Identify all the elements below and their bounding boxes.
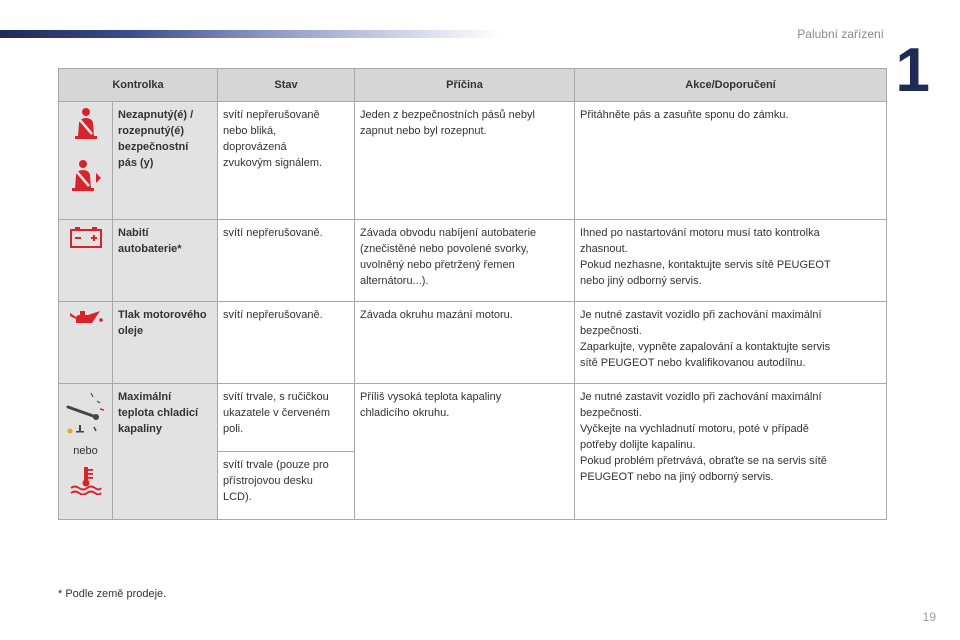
action-text: Ihned po nastartování motoru musí tato kontrolka zhasnout. Pokud nezhasne, kontaktujte servis sítě PEUGEOT nebo jiný odborný servis. <box>575 220 887 302</box>
action-text: Je nutné zastavit vozidlo při zachování maximální bezpečnosti. Zaparkujte, vypněte zapalování a kontaktujte servis sítě PEUGEOT nebo kvalifikovanou autodílnu. <box>575 302 887 384</box>
coolant-temperature-icon <box>69 465 103 495</box>
table-row <box>59 302 887 384</box>
warning-light-name: Maximální teplota chladicí kapaliny <box>113 384 218 520</box>
cause-text: Příliš vysoká teplota kapaliny chladicího okruhu. <box>355 384 575 520</box>
column-header-akce: Akce/Doporučení <box>575 69 887 102</box>
warning-light-name: Nabití autobaterie* <box>113 220 218 302</box>
state-text: svítí nepřerušovaně nebo bliká, doprovázená zvukovým signálem. <box>218 102 355 220</box>
table-row <box>59 384 887 452</box>
warning-light-name: Nezapnutý(é) / rozepnutý(é) bezpečnostní pás (y) <box>113 102 218 220</box>
page-number: 19 <box>922 610 936 624</box>
cause-text: Závada obvodu nabíjení autobaterie (znečistěné nebo povolené svorky, uvolněný nebo přetržený řemen alternátoru...). <box>355 220 575 302</box>
state-text: svítí trvale, s ručičkou ukazatele v červeném poli. <box>218 384 355 452</box>
column-header-kontrolka: Kontrolka <box>59 69 218 102</box>
section-title: Palubní zařízení <box>797 27 884 41</box>
icon-cell <box>59 384 113 520</box>
warning-lights-table <box>58 68 887 520</box>
action-text: Přitáhněte pás a zasuňte sponu do zámku. <box>575 102 887 220</box>
cause-text: Závada okruhu mazání motoru. <box>355 302 575 384</box>
cause-text: Jeden z bezpečnostních pásů nebyl zapnut nebo byl rozepnut. <box>355 102 575 220</box>
icon-cell <box>59 220 113 302</box>
state-text: svítí nepřerušovaně. <box>218 220 355 302</box>
icon-cell <box>59 102 113 220</box>
header-gradient-bar <box>0 30 500 38</box>
state-text-alt: svítí trvale (pouze pro přístrojovou desku LCD). <box>218 452 355 520</box>
action-text: Je nutné zastavit vozidlo při zachování maximální bezpečnosti. Vyčkejte na vychladnutí motoru, poté v případě potřeby dolijte kapalinu. Pokud problém přetrvává, obraťte se na servis sítě PEUGEOT nebo na jiný odborný servis. <box>575 384 887 520</box>
table-row <box>59 102 887 220</box>
icon-cell <box>59 302 113 384</box>
icon-separator-text: nebo <box>73 445 98 457</box>
temperature-gauge-icon <box>64 389 108 437</box>
warning-light-name: Tlak motorového oleje <box>113 302 218 384</box>
column-header-pricina: Příčina <box>355 69 575 102</box>
state-text: svítí nepřerušovaně. <box>218 302 355 384</box>
battery-icon <box>69 225 103 249</box>
seatbelt-arrow-icon <box>69 159 103 193</box>
table-row <box>59 220 887 302</box>
footnote: * Podle země prodeje. <box>58 588 167 600</box>
column-header-stav: Stav <box>218 69 355 102</box>
seatbelt-icon <box>71 107 101 141</box>
chapter-number: 1 <box>895 36 930 105</box>
oil-can-icon <box>68 307 104 329</box>
table-header-row <box>59 69 887 102</box>
